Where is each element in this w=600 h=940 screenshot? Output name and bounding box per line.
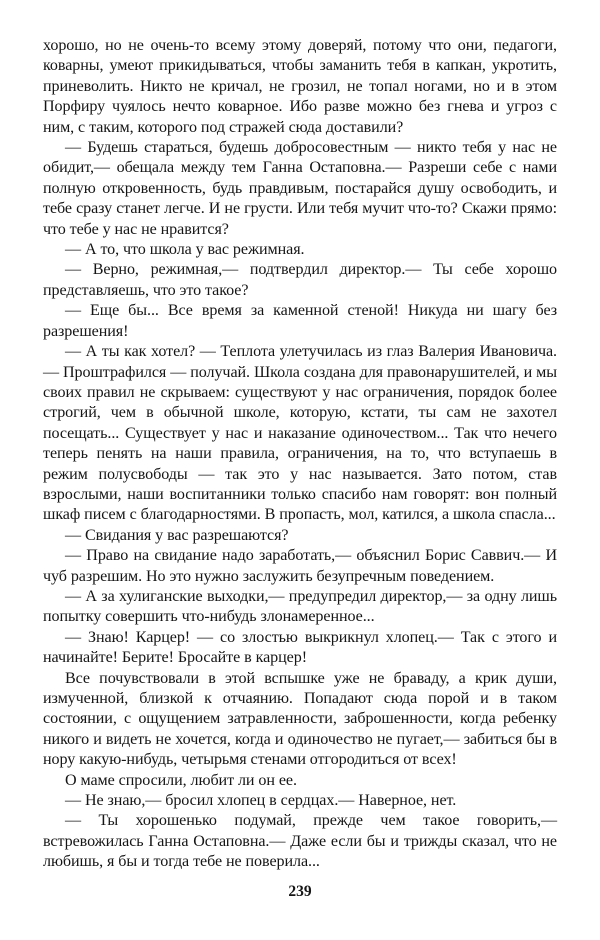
paragraph: — Верно, режимная,— подтвердил директор.— Ты себе хорошо представляешь, что это такое? [43,261,557,299]
paragraph: — Свидания у вас разрешаются? [65,526,289,544]
paragraph: Все почувствовали в этой вспышке уже не браваду, а крик души, измученной, близкой к отчаянию. Попадают сюда порой и в таком состоянии, с ощущением затравленности, заброшенности, когда ребенку никого и видеть не хочется, когда и одиночество не пугает,— забиться бы в нору какую-нибудь, четырьмя стенами отгородиться от всех! [43,669,557,769]
paragraph: хорошо, но не очень-то всему этому доверяй, потому что они, педагоги, коварны, умеют прикидываться, чтобы заманить тебя в капкан, укротить, приневолить. Никто не кричал, не грозил, не топал ногами, но и в этом Порфиру чуялось нечто коварное. Ибо разве можно без гнева и угроз с ним, с таким, которого под стражей сюда доставили? [43,37,557,136]
paragraph: — Не знаю,— бросил хлопец в сердцах.— Наверное, нет. [65,792,457,810]
paragraph: — Право на свидание надо заработать,— объяснил Борис Саввич.— И чуб разрешим. Но это нужно заслужить безупречным поведением. [43,547,557,585]
paragraph: О маме спросили, любит ли он ее. [65,771,297,789]
paragraph: — А то, что школа у вас режимная. [65,241,305,259]
paragraph: — Знаю! Карцер! — со злостью выкрикнул хлопец.— Так с этого и начинайте! Берите! Бросайте в карцер! [43,628,557,667]
page-number: 239 [288,883,312,900]
paragraph: — А за хулиганские выходки,— предупредил директор,— за одну лишь попытку совершить что-нибудь злонамеренное... [43,587,557,626]
paragraph: — А ты как хотел? — Теплота улетучилась из глаз Валерия Ивановича.— Проштрафился — получай. Школа создана для правонарушителей, и мы своих правил не скрываем: существуют у нас ограничения, порядок более строгий, чем в обычной школе, которую, кстати, ты сам не захотел посещать... Существует у нас и наказание одиночеством... Так что нечего теперь пенять на наши правила, ограничения, на то, что вступаешь в режим полусвободы — так это у нас называется. Зато потом, став взрослыми, наши воспитанники только спасибо нам говорят: вон полный шкаф писем с благодарностями. В пропасть, мол, катился, а школа спасла... [43,343,557,524]
body-text [43,36,557,873]
paragraph: — Будешь стараться, будешь добросовестным — никто тебя у нас не обидит,— обещала между тем Ганна Остаповна.— Разреши себе с нами полную откровенность, будь правдивым, постарайся душу освободить, и тебе сразу станет легче. И не грусти. Или тебя мучит что-то? Скажи прямо: что тебе у нас не нравится? [43,139,557,238]
paragraph: — Еще бы... Все время за каменной стеной! Никуда ни шагу без разрешения! [43,302,557,340]
paragraph: — Ты хорошенько подумай, прежде чем такое говорить,— встревожилась Ганна Остаповна.— Даже если бы и трижды сказал, что не любишь, я бы и тогда тебе не поверила... [43,812,557,871]
